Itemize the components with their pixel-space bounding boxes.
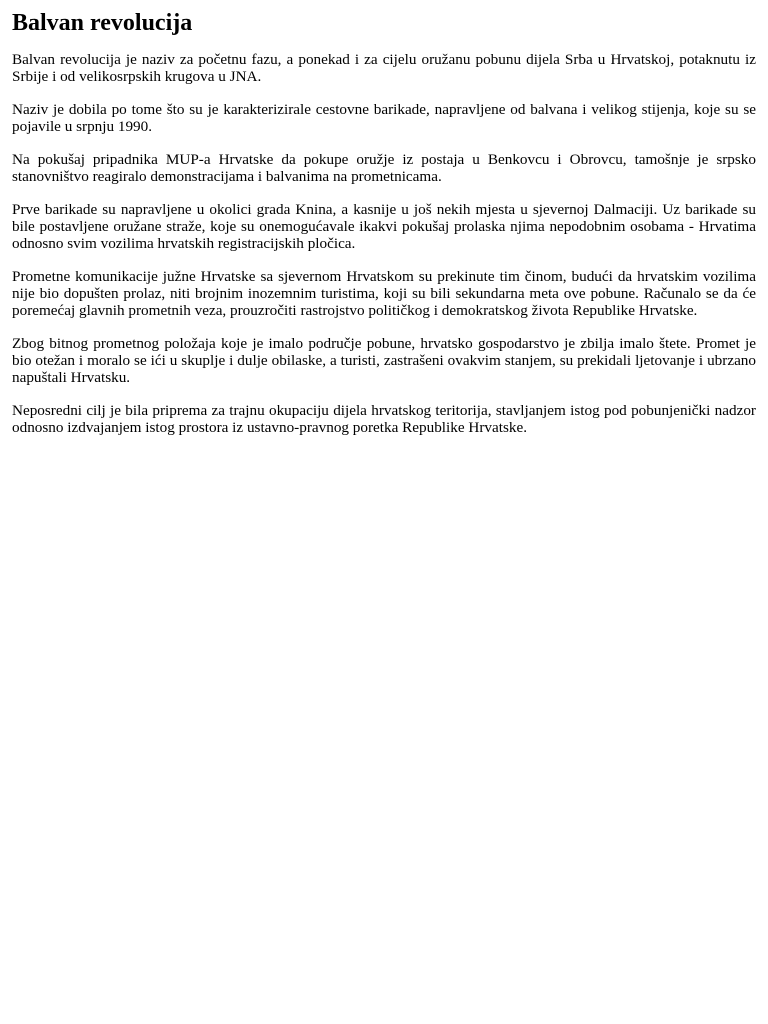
paragraph-6: Zbog bitnog prometnog položaja koje je imalo područje pobune, hrvatsko gospodarstvo je zbilja imalo štete. Promet je bio otežan i moralo se ići u skuplje i dulje obilaske, a turisti, zastrašeni ovakvim stanjem, su prekidali ljetovanje i ubrzano napuštali Hrvatsku. xyxy=(12,335,756,386)
paragraph-3: Na pokušaj pripadnika MUP-a Hrvatske da pokupe oružje iz postaja u Benkovcu i Obrovcu, tamošnje je srpsko stanovništvo reagiralo demonstracijama i balvanima na prometnicama. xyxy=(12,151,756,185)
paragraph-7: Neposredni cilj je bila priprema za trajnu okupaciju dijela hrvatskog teritorija, stavljanjem istog pod pobunjenički nadzor odnosno izdvajanjem istog prostora iz ustavno-pravnog poretka Republike Hrvatske. xyxy=(12,402,756,436)
article-body xyxy=(12,51,756,436)
paragraph-1: Balvan revolucija je naziv za početnu fazu, a ponekad i za cijelu oružanu pobunu dijela Srba u Hrvatskoj, potaknutu iz Srbije i od velikosrpskih krugova u JNA. xyxy=(12,51,756,85)
paragraph-4: Prve barikade su napravljene u okolici grada Knina, a kasnije u još nekih mjesta u sjevernoj Dalmaciji. Uz barikade su bile postavljene oružane straže, koje su onemogućavale ikakvi pokušaj prolaska njima nepodobnim osobama - Hrvatima odnosno svim vozilima hrvatskih registracijskih pločica. xyxy=(12,201,756,252)
paragraph-2: Naziv je dobila po tome što su je karakterizirale cestovne barikade, napravljene od balvana i velikog stijenja, koje su se pojavile u srpnju 1990. xyxy=(12,101,756,135)
paragraph-5: Prometne komunikacije južne Hrvatske sa sjevernom Hrvatskom su prekinute tim činom, budući da hrvatskim vozilima nije bio dopušten prolaz, niti brojnim inozemnim turistima, koji su bili sekundarna meta ove pobune. Računalo se da će poremećaj glavnih prometnih veza, prouzročiti rastrojstvo političkog i demokratskog života Republike Hrvatske. xyxy=(12,268,756,319)
page-title: Balvan revolucija xyxy=(12,10,193,36)
